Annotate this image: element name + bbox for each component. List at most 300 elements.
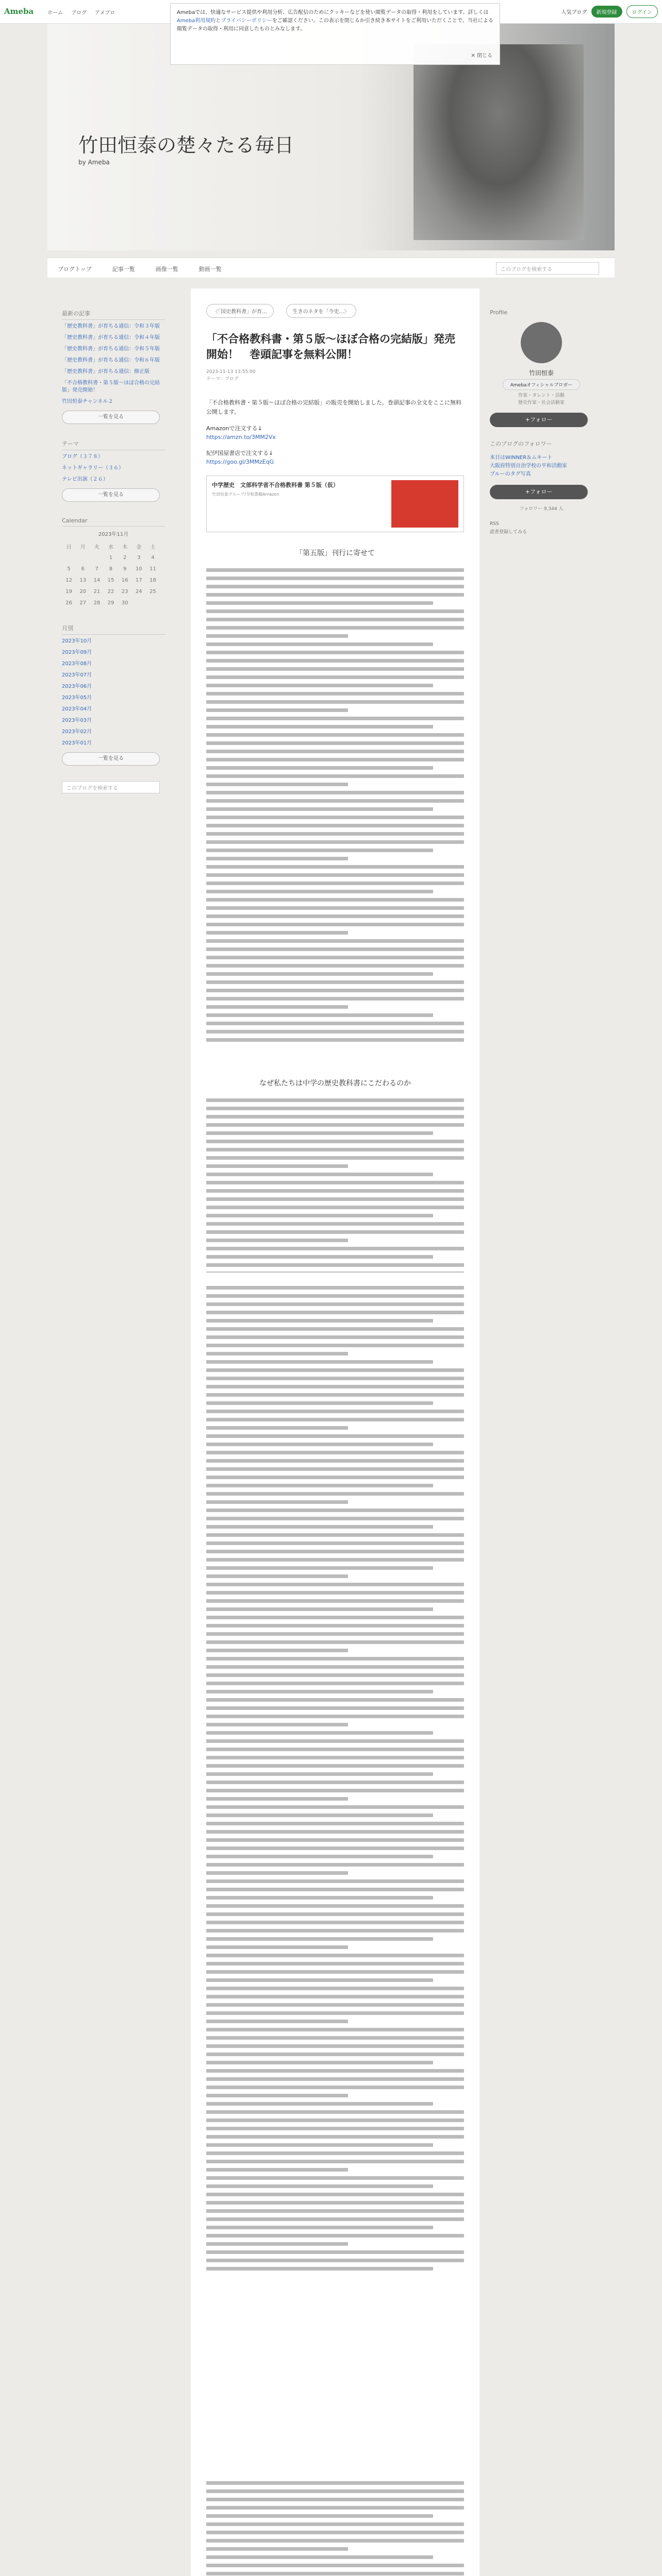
text-line: [206, 2242, 348, 2246]
calendar-day: [90, 552, 104, 563]
section-heading: なぜ私たちは中学の歴史教科書にこだわるのか: [259, 1079, 411, 1088]
text-line: [206, 1418, 464, 1421]
nav-image-list[interactable]: 画像一覧: [155, 266, 178, 273]
next-article-button[interactable]: 生きのネタを「今史…〉: [286, 304, 356, 318]
text-line: [206, 1607, 433, 1611]
text-line: [206, 1879, 464, 1883]
text-line: [206, 939, 464, 943]
archive-item[interactable]: 2023年06月: [62, 684, 92, 689]
text-line: [206, 956, 464, 959]
text-line: [206, 1698, 464, 1702]
prev-article-button[interactable]: 〈「国史教科書」が育…: [206, 304, 274, 318]
calendar-month: 2023年11月: [98, 532, 129, 537]
text-line: [206, 2193, 464, 2196]
blog-title[interactable]: 竹田恒泰の楚々たる毎日: [78, 134, 294, 157]
text-line: [206, 972, 433, 976]
text-line: [206, 1352, 348, 1355]
amazon-label: Amazonで注文する↓: [206, 425, 262, 432]
text-line: [206, 1855, 433, 1858]
text-line: [206, 947, 464, 951]
text-line: [206, 1665, 464, 1669]
top-right: [561, 5, 658, 18]
calendar-day[interactable]: 25: [150, 588, 156, 595]
recent-item[interactable]: 「不合格教科書・第５版〜ほぼ合格の完結版」発売開始！: [62, 380, 160, 393]
text-line: [206, 1030, 464, 1033]
text-line: [206, 1148, 464, 1151]
text-line: [206, 1410, 464, 1413]
calendar-day[interactable]: 2: [123, 554, 127, 561]
text-line: [206, 1500, 348, 1504]
text-line: [206, 906, 464, 910]
rss-link[interactable]: RSS: [490, 521, 499, 527]
text-line: [206, 2143, 433, 2147]
recent-item[interactable]: 「歴史教科書」が育ちる通信：令和５年版: [62, 346, 160, 352]
archive-list: [62, 638, 165, 747]
text-line: [206, 642, 433, 646]
text-line: [206, 1723, 348, 1726]
article-title[interactable]: 「不合格教科書・第５版〜ほぼ合格の完結版」発売開始！ 巻頭記事を無料公開！: [206, 333, 455, 361]
text-line: [206, 1214, 433, 1217]
text-line: [206, 1550, 464, 1553]
text-line: [206, 1335, 464, 1339]
text-line: [206, 1173, 433, 1176]
text-line: [206, 2259, 464, 2262]
text-line: [206, 2028, 464, 2031]
article-theme[interactable]: テーマ：ブログ: [206, 377, 239, 382]
text-line: [206, 1222, 464, 1226]
section-heading: 「第五版」刊行に寄せて: [295, 549, 375, 557]
text-line: [206, 1517, 464, 1520]
article-intro: 「不合格教科書・第５版〜ほぼ合格の完結版」の販売を開始しました。巻頭記事の全文をここに無料公開します。: [206, 399, 461, 415]
text-line: [206, 1987, 464, 1990]
text-line: [206, 980, 464, 984]
calendar-day[interactable]: 22: [107, 588, 114, 595]
theme-title: テーマ: [62, 439, 165, 450]
text-line: [206, 1156, 464, 1160]
text-line: [206, 609, 464, 613]
top-nav-ameblo[interactable]: アメブロ: [95, 10, 115, 16]
text-line: [206, 2209, 464, 2213]
text-line: [206, 1123, 464, 1127]
archive-item[interactable]: 2023年10月: [62, 638, 92, 644]
recent-title: 最新の記事: [62, 309, 165, 320]
recent-more-button[interactable]: 一覧を見る: [62, 411, 160, 424]
text-line: [206, 2555, 433, 2559]
text-line: [206, 774, 464, 778]
text-line: [206, 2053, 464, 2056]
calendar-table: [62, 540, 160, 608]
follower-item[interactable]: 大阪府特別自治学校の平和活動家: [490, 463, 567, 469]
text-line: [206, 2011, 464, 2015]
text-line: [206, 1319, 433, 1323]
text-line: [206, 857, 348, 860]
calendar-day[interactable]: 26: [65, 600, 72, 606]
calendar-day[interactable]: 13: [79, 577, 87, 583]
text-line: [206, 1344, 464, 1347]
text-line: [206, 964, 464, 968]
text-line: [206, 2522, 464, 2526]
blog-nav: [47, 258, 615, 278]
archive-item[interactable]: 2023年02月: [62, 729, 92, 735]
text-line: [206, 1797, 348, 1801]
calendar-day[interactable]: 3: [137, 554, 141, 561]
text-line: [206, 1566, 433, 1570]
text-line: [206, 2184, 433, 2188]
text-line: [206, 1748, 464, 1751]
recent-item[interactable]: 竹田恒泰チャンネル２: [62, 399, 113, 404]
notice-tail: をご確認ください。この表示を閉じるか引き続き本サイトをご利用いただくことで、当社による閲覧データの取得・利用に同意したものとみなします。: [177, 18, 493, 32]
notice-close-button[interactable]: ✕ 閉じる: [471, 53, 492, 59]
archive-item[interactable]: 2023年09月: [62, 650, 92, 655]
kinokuniya-link[interactable]: https://goo.gl/3MMzEqG: [206, 459, 274, 465]
calendar-day[interactable]: 11: [150, 566, 156, 572]
archive-item[interactable]: 2023年01月: [62, 740, 92, 746]
text-line: [206, 1005, 348, 1009]
profile-title: Profile: [490, 309, 508, 316]
text-line: [206, 1294, 464, 1298]
text-line: [206, 1624, 464, 1628]
text-line: [206, 873, 464, 877]
text-line: [206, 931, 348, 935]
text-line: [206, 791, 464, 794]
text-line: [206, 2572, 464, 2575]
calendar-day[interactable]: 14: [93, 577, 101, 583]
nav-blog-top[interactable]: ブログトップ: [58, 266, 92, 273]
text-line: [206, 2531, 464, 2534]
follower-item[interactable]: ブルーのタグ写真: [490, 471, 531, 477]
text-line: [206, 2135, 464, 2139]
text-line: [206, 1690, 433, 1693]
text-line: [206, 824, 464, 827]
text-line: [206, 585, 464, 588]
text-line: [206, 865, 464, 869]
follower-item[interactable]: 本日はWINNER＆ムキート: [490, 455, 553, 461]
top-nav: [47, 8, 115, 16]
archive-item[interactable]: 2023年03月: [62, 718, 92, 723]
text-line: [206, 1311, 464, 1314]
text-line: [206, 840, 464, 844]
text-line: [206, 1206, 464, 1209]
text-line: [206, 1912, 464, 1916]
text-line: [206, 1533, 464, 1537]
calendar-day[interactable]: 24: [135, 588, 142, 595]
profile-name[interactable]: 竹田恒泰: [528, 369, 554, 377]
text-line: [206, 758, 464, 761]
text-line: [206, 2267, 433, 2270]
text-line: [206, 1401, 433, 1405]
text-line: [206, 1871, 348, 1875]
theme-item[interactable]: ネットギャラリー（３６）: [62, 465, 124, 471]
text-line: [206, 2201, 464, 2205]
calendar-day[interactable]: 9: [123, 566, 127, 572]
calendar-day[interactable]: 1: [109, 554, 113, 561]
text-line: [206, 2168, 348, 2172]
recent-item[interactable]: 「歴史教科書」が育ちる通信：令和３年版: [62, 324, 160, 329]
calendar-day[interactable]: 6: [81, 566, 85, 572]
recent-item[interactable]: 「歴史教科書」が育ちる通信：令和６年版: [62, 358, 160, 363]
calendar-day[interactable]: 23: [121, 588, 128, 595]
text-line: [206, 1360, 433, 1364]
follow-button[interactable]: +フォロー: [490, 413, 588, 427]
article-body-1: [206, 568, 464, 1042]
text-line: [206, 741, 464, 745]
text-line: [206, 2020, 348, 2023]
text-line: [206, 1846, 464, 1850]
article-body-5: [206, 2481, 464, 2576]
archive-item[interactable]: 2023年05月: [62, 695, 92, 701]
text-line: [206, 675, 464, 679]
text-line: [206, 2481, 464, 2485]
text-line: [206, 1459, 464, 1463]
nav-post-list[interactable]: 記事一覧: [112, 266, 135, 273]
calendar-day[interactable]: 5: [67, 566, 71, 572]
text-line: [206, 626, 464, 630]
text-line: [206, 1255, 433, 1259]
calendar-day: [62, 552, 76, 563]
text-line: [206, 1393, 464, 1397]
text-line: [206, 1789, 464, 1792]
calendar-day[interactable]: 7: [95, 566, 99, 572]
text-line: [206, 1239, 348, 1242]
book-card-sub: 竹田恒泰グループ/令和書籍Amazon: [212, 492, 279, 497]
text-line: [206, 692, 464, 696]
calendar-day[interactable]: 16: [121, 577, 128, 583]
archive-item[interactable]: 2023年07月: [62, 672, 92, 678]
calendar-day-header: 金: [136, 544, 142, 550]
reader-register-link[interactable]: 読者登録してみる: [490, 530, 527, 535]
text-line: [206, 2176, 464, 2180]
text-line: [206, 2489, 464, 2493]
book-card[interactable]: [206, 476, 464, 532]
text-line: [206, 1781, 464, 1784]
follow-button-2[interactable]: +フォロー: [490, 485, 588, 499]
calendar-day-header: 火: [94, 544, 100, 550]
book-card-title: 中学歴史 文部科学省不合格教科書 第５版（仮）: [212, 482, 339, 488]
text-line: [206, 1731, 433, 1735]
text-line: [206, 2077, 464, 2081]
text-line: [206, 1164, 348, 1168]
text-line: [206, 593, 464, 597]
text-line: [206, 1929, 464, 1933]
text-line: [206, 1022, 464, 1025]
text-line: [206, 1484, 433, 1487]
text-line: [206, 1954, 464, 1957]
text-line: [206, 1739, 464, 1743]
text-line: [206, 1327, 464, 1331]
text-line: [206, 1013, 433, 1017]
text-line: [206, 1616, 464, 1619]
calendar-day-header: 土: [150, 544, 156, 550]
text-line: [206, 1888, 464, 1891]
text-line: [206, 1904, 464, 1908]
avatar[interactable]: [521, 322, 562, 363]
calendar-day[interactable]: 12: [65, 577, 72, 583]
text-line: [206, 1978, 433, 1982]
text-line: [206, 2547, 348, 2551]
text-line: [206, 1673, 464, 1677]
privacy-link[interactable]: プライバシーポリシー: [221, 18, 272, 24]
text-line: [206, 2094, 348, 2097]
text-line: [206, 684, 433, 687]
calendar-day[interactable]: 8: [109, 566, 113, 572]
ameba-logo[interactable]: Ameba: [4, 7, 34, 16]
text-line: [206, 1230, 464, 1234]
text-line: [206, 1805, 464, 1809]
archive-item[interactable]: 2023年08月: [62, 661, 92, 667]
popular-blog-link[interactable]: 人気ブログ: [561, 10, 587, 15]
official-badge: Amebaオフィシャルブロガー: [503, 379, 580, 390]
text-line: [206, 2564, 464, 2567]
text-line: [206, 783, 348, 786]
text-line: [206, 1995, 464, 1998]
amazon-link[interactable]: https://amzn.to/3MM2Vx: [206, 434, 276, 440]
text-line: [206, 1525, 433, 1529]
text-line: [206, 1756, 464, 1759]
calendar-day-header: 月: [80, 544, 86, 550]
text-line: [206, 1451, 464, 1454]
calendar-day: [76, 552, 90, 563]
text-line: [206, 1377, 464, 1380]
archive-item[interactable]: 2023年04月: [62, 706, 92, 712]
text-line: [206, 1140, 464, 1143]
terms-link[interactable]: Ameba利用規約: [177, 18, 216, 24]
text-line: [206, 651, 464, 654]
text-line: [206, 914, 464, 918]
text-line: [206, 2044, 464, 2048]
text-line: [206, 1131, 433, 1135]
calendar-day[interactable]: 4: [151, 554, 155, 561]
kinokuniya-label: 紀伊国屋書店で注文する↓: [206, 450, 274, 456]
archive-title: 月別: [62, 624, 165, 635]
followers-title: このブログのフォロワー: [490, 440, 552, 447]
article-date: 2023-11-13 13:55:00: [206, 369, 256, 375]
blog-subtitle: by Ameba: [78, 159, 110, 166]
text-line: [206, 2514, 433, 2518]
text-line: [206, 832, 464, 836]
top-nav-blog[interactable]: ブログ: [71, 10, 87, 16]
nav-video-list[interactable]: 動画一覧: [198, 266, 222, 273]
calendar-day[interactable]: 15: [107, 577, 114, 583]
calendar-day[interactable]: 21: [93, 588, 101, 595]
login-button[interactable]: ログイン: [626, 5, 658, 18]
text-line: [206, 1476, 464, 1479]
text-line: [206, 1591, 464, 1595]
theme-more-button[interactable]: 一覧を見る: [62, 488, 160, 502]
text-line: [206, 807, 433, 811]
text-line: [206, 2250, 464, 2254]
text-line: [206, 1838, 464, 1842]
text-line: [206, 923, 464, 926]
text-line: [206, 989, 464, 992]
text-line: [206, 577, 464, 580]
text-line: [206, 1263, 464, 1267]
blog-search-input[interactable]: このブログを検索する: [496, 262, 599, 275]
calendar-day[interactable]: 30: [121, 600, 128, 606]
text-line: [206, 2061, 433, 2064]
text-line: [206, 700, 464, 704]
theme-item[interactable]: ブログ（３７８）: [62, 454, 103, 460]
text-line: [206, 717, 464, 720]
calendar-day[interactable]: 19: [65, 588, 72, 595]
book-cover-image: [391, 480, 458, 528]
calendar-day[interactable]: 27: [79, 600, 87, 606]
text-line: [206, 1682, 464, 1685]
calendar-day[interactable]: 20: [79, 588, 87, 595]
text-line: [206, 2151, 464, 2155]
calendar-title: Calendar: [62, 517, 165, 527]
signup-button[interactable]: 新規登録: [591, 6, 622, 18]
text-line: [206, 2110, 464, 2114]
calendar-day[interactable]: 18: [150, 577, 156, 583]
text-line: [206, 1715, 464, 1718]
text-line: [206, 1247, 464, 1250]
top-nav-home[interactable]: ホーム: [47, 10, 63, 16]
text-line: [206, 1038, 464, 1042]
text-line: [206, 2119, 464, 2122]
calendar-day[interactable]: 28: [93, 600, 101, 606]
text-line: [206, 898, 464, 902]
text-line: [206, 1368, 464, 1372]
text-line: [206, 1197, 464, 1201]
notice-mid: と: [216, 18, 221, 24]
calendar-day[interactable]: 29: [107, 600, 114, 606]
text-line: [206, 1772, 433, 1776]
article-continued: [191, 1273, 479, 2576]
text-line: [206, 1970, 464, 1974]
text-line: [206, 1286, 464, 1290]
text-line: [206, 1937, 433, 1941]
text-line: [206, 1962, 464, 1965]
text-line: [206, 2506, 464, 2510]
left-sidebar: [62, 309, 165, 793]
follower-count: フォロワー 9,344 人: [519, 506, 564, 512]
text-line: [206, 2003, 464, 2007]
text-line: [206, 1115, 464, 1118]
text-line: [206, 2217, 464, 2221]
left-search-input[interactable]: このブログを検索する: [62, 781, 160, 793]
article-body-4: [206, 1286, 464, 2270]
calendar-day-header: 水: [108, 544, 113, 550]
calendar-day[interactable]: 17: [135, 577, 142, 583]
calendar-day[interactable]: 10: [135, 566, 142, 572]
text-line: [206, 1426, 348, 1430]
text-line: [206, 1467, 464, 1471]
text-line: [206, 1181, 464, 1184]
text-line: [206, 766, 433, 770]
recent-item[interactable]: 「歴史教科書」が育ちる通信：令和４年版: [62, 335, 160, 341]
text-line: [206, 882, 464, 885]
calendar: [62, 530, 165, 608]
text-line: [206, 1830, 464, 1834]
text-line: [206, 816, 464, 819]
calendar-day-header: 日: [66, 544, 72, 550]
recent-item[interactable]: 「歴史教科書」が育ちる通信：修正版: [62, 369, 150, 375]
text-line: [206, 1189, 464, 1193]
text-line: [206, 634, 348, 638]
theme-item[interactable]: テレビ出演（２６）: [62, 477, 108, 482]
text-line: [206, 1107, 464, 1110]
text-line: [206, 1574, 348, 1578]
text-line: [206, 1945, 348, 1949]
right-sidebar: [490, 309, 593, 536]
text-line: [206, 1649, 348, 1652]
archive-more-button[interactable]: 一覧を見る: [62, 752, 160, 766]
text-line: [206, 733, 464, 737]
text-line: [206, 2086, 464, 2089]
notice-text: Amebaでは、快適なサービス提供や利用分析、広告配信のためにクッキーなどを使い閲覧データの取得・利用をしています。詳しくは: [177, 10, 489, 15]
text-line: [206, 997, 464, 1001]
text-line: [206, 1657, 464, 1660]
